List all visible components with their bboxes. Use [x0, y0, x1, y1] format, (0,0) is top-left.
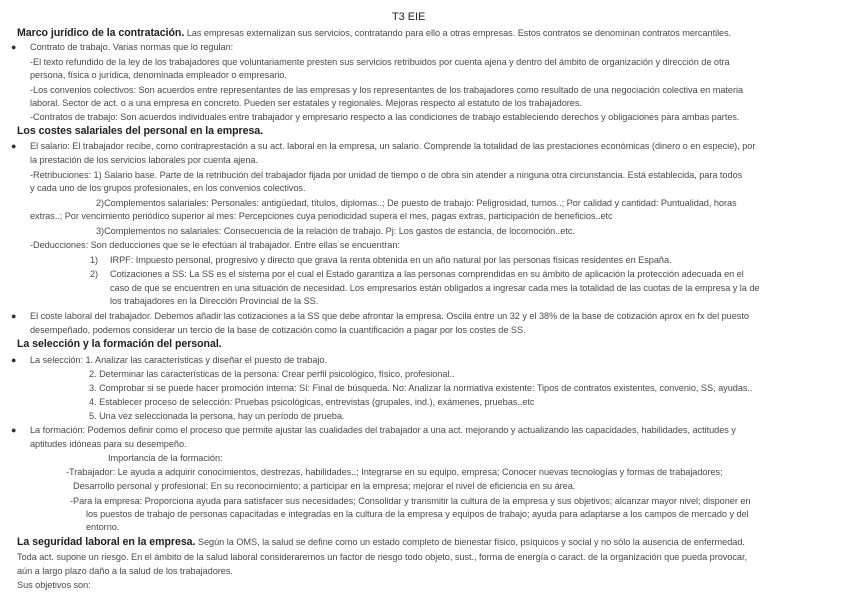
paragraph-line: -El texto refundido de la ley de los trabajadores que voluntariamente presten sus servicios retribuidos por cuenta ajena y dentro del ámbito de organización y dirección de otra [30, 57, 730, 67]
paragraph-line: -Contratos de trabajo: Son acuerdos individuales entre trabajador y empresario respecto a las condiciones de trabajo estableciendo derechos y obligaciones para ambas partes. [30, 112, 740, 122]
bullet-icon: ● [11, 141, 17, 151]
paragraph-line: El salario: El trabajador recibe, como contraprestación a su act. laboral en la empresa, un salario. Comprende la totalidad de las prestaciones económicas (dinero o en especie), por [30, 141, 756, 151]
paragraph-line: 2. Determinar las características de la persona: Crear perfil psicológico, físico, profesional.. [89, 369, 455, 379]
paragraph-line: 2)Complementos salariales: Personales: antigüedad, títulos, diplomas..; De puesto de trabajo: Peligrosidad, turnos..; Por calidad y cantidad: Puntualidad, horas [96, 198, 737, 208]
paragraph-line: 3)Complementos no salariales: Consecuencia de la relación de trabajo. Pj: Los gastos de estancia, de locomoción..etc. [96, 226, 575, 236]
section-seguridad-intro [17, 536, 745, 548]
paragraph-line: -Los convenios colectivos: Son acuerdos entre representantes de las empresas y los representantes de los trabajadores como resultado de una negociación colectiva en materia [30, 85, 744, 95]
paragraph-line: Sus objetivos son: [17, 580, 91, 590]
paragraph-line: entorno. [86, 522, 120, 532]
contrato-bullet: Contrato de trabajo. Varias normas que lo regulan: [30, 42, 234, 52]
section-heading-seguridad: La seguridad laboral en la empresa. [17, 536, 196, 548]
paragraph-line: Cotizaciones a SS: La SS es el sistema por el cual el Estado garantiza a las personas comprendidas en su ámbito de aplicación la protección adecuada en el [110, 269, 744, 279]
paragraph-line: los trabajadores en la Dirección Provincial de la SS. [110, 296, 319, 306]
paragraph-line: los puestos de trabajo de personas capacitadas e integradas en la cultura de la empresa y equipos de trabajo; ayuda para adaptarse a los campos de mercado y del [86, 509, 749, 519]
paragraph-line: la prestación de los servicios laborales por cuenta ajena. [30, 155, 258, 165]
paragraph-line: IRPF: Impuesto personal, progresivo y directo que grava la renta obtenida en un año natural por las personas físicas residentes en España. [110, 255, 672, 265]
paragraph-line: -Deducciones: Son deducciones que se le efectúan al trabajador. Entre ellas se encuentran: [30, 240, 400, 250]
list-number: 2) [90, 269, 99, 279]
paragraph-line: 4. Establecer proceso de selección: Pruebas psicológicas, entrevistas (grupales, ind.), exámenes, pruebas..etc [89, 397, 535, 407]
section-marco-intro [17, 27, 731, 39]
bullet-icon: ● [11, 425, 17, 435]
paragraph-line: 3. Comprobar si se puede hacer promoción interna: Sí: Final de búsqueda. No: Analizar la normativa existente: Tipos de contratos existentes, convenio, SS, ayudas.. [89, 383, 753, 393]
bullet-icon: ● [11, 355, 17, 365]
list-number: 1) [90, 255, 99, 265]
paragraph-line: El coste laboral del trabajador. Debemos añadir las cotizaciones a la SS que debe afrontar la empresa. Oscila entre un 32 y el 38% de la base de cotización aprox en fx del puesto [30, 311, 749, 321]
paragraph-line: La formación: Podemos definir como el proceso que permite ajustar las cualidades del trabajador a una act. mejorando y actualizando las capacidades, habilidades, actitudes y [30, 425, 736, 435]
section-heading-seleccion: La selección y la formación del personal. [17, 338, 222, 350]
paragraph-line: 5. Una vez seleccionada la persona, hay un período de prueba. [89, 411, 345, 421]
paragraph-line: aptitudes idóneas para su desempeño. [30, 439, 187, 449]
bullet-icon: ● [11, 42, 17, 52]
seguridad-intro-text: Según la OMS, la salud se define como un estado completo de bienestar físico, psíquicos y social y no sólo la ausencia de enfermedad. [195, 537, 745, 547]
paragraph-line: -Trabajador: Le ayuda a adquirir conocimientos, destrezas, habilidades..; Integrarse en su equipo, empresa; Conocer nuevas tecnologías y formas de trabajadores; [66, 467, 723, 477]
bullet-icon: ● [11, 311, 17, 321]
paragraph-line: La selección: 1. Analizar las características y diseñar el puesto de trabajo. [30, 355, 327, 365]
paragraph-line: y cada uno de los grupos profesionales, en los convenios colectivos. [30, 183, 306, 193]
paragraph-line: Importancia de la formación: [108, 453, 223, 463]
paragraph-line: Toda act. supone un riesgo. En el ámbito de la salud laboral consideraremos un factor de riesgo todo objeto, sust., forma de energía o caract. de la organización que pueda provocar, [17, 552, 747, 562]
paragraph-line: desempeñado, podemos considerar un tercio de la base de cotización como la cuantificación a pagar por los costes de SS. [30, 325, 526, 335]
page-title: T3 EIE [392, 11, 426, 23]
paragraph-line: aún a largo plazo daño a la salud de los trabajadores. [17, 566, 233, 576]
section-heading-costes: Los costes salariales del personal en la empresa. [17, 125, 264, 137]
marco-intro-text: Las empresas externalizan sus servicios, contratando para ello a otras empresas. Estos contratos se denominan contratos mercantiles. [184, 28, 732, 38]
paragraph-line: caso de que se encuentren en una situación de necesidad. Los empresarios están obligados a ingresar cada mes la totalidad de las cuotas de la empresa y la de [110, 283, 760, 293]
paragraph-line: persona, física o jurídica, denominada empleador o empresario. [30, 70, 287, 80]
paragraph-line: Desarrollo personal y profesional; En su reconocimiento; a participar en la empresa; mejorar el nivel de eficiencia en su área. [73, 481, 576, 491]
paragraph-line: laboral. Sector de act. o a una empresa en concreto. Pueden ser estatales y regionales. Mejoras respecto al estatuto de los trabajadores. [30, 98, 582, 108]
paragraph-line: -Para la empresa: Proporciona ayuda para satisfacer sus necesidades; Consolidar y transmitir la cultura de la empresa y sus objetivos; alcanzar mayor nivel; disponer en [70, 496, 751, 506]
paragraph-line: extras..; Por vencimiento periódico superior al mes: Percepciones cuya periodicidad supera el mes, pagas extras, participación de beneficios..etc [30, 211, 613, 221]
section-heading-marco: Marco jurídico de la contratación. [17, 27, 185, 39]
paragraph-line: -Retribuciones: 1) Salario base. Parte de la retribución del trabajador fijada por unidad de tiempo o de obra sin atender a ninguna otra circunstancia. Está establecida, para todos [30, 170, 743, 180]
